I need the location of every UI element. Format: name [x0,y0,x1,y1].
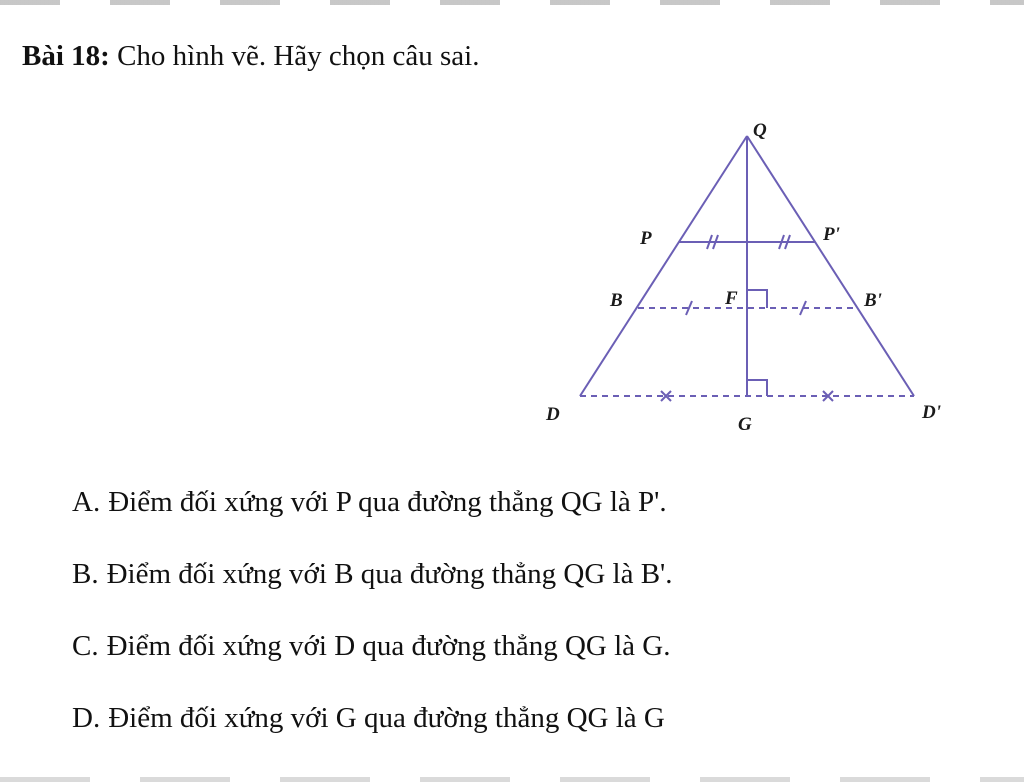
segment-QD-prime [747,136,914,396]
label-F: F [725,288,738,309]
geometry-figure [530,108,970,448]
option-c-text: Điểm đối xứng với D qua đường thẳng QG là G. [106,630,671,662]
label-D-prime: D' [922,402,941,423]
label-P-prime: P' [823,224,840,245]
label-P: P [640,228,652,249]
option-c-letter: C. [72,630,99,662]
option-a[interactable] [72,482,972,554]
label-B: B [610,290,623,311]
option-d-text: Điểm đối xứng với G qua đường thẳng QG là G [108,702,665,734]
question-number: Bài 18: [22,40,110,72]
option-d[interactable] [72,698,972,770]
question-heading [22,36,479,76]
segment-QD [580,136,747,396]
option-c[interactable] [72,626,972,698]
label-B-prime: B' [864,290,882,311]
option-a-text: Điểm đối xứng với P qua đường thẳng QG là P'. [108,486,667,518]
right-angle-mark-G [747,380,767,396]
option-a-letter: A. [72,486,101,518]
label-G: G [738,414,752,435]
question-text: Cho hình vẽ. Hãy chọn câu sai. [117,40,480,72]
label-D: D [546,404,560,425]
option-d-letter: D. [72,702,101,734]
answer-options [72,482,972,770]
geometry-diagram [530,108,970,448]
top-divider [0,0,1024,5]
option-b[interactable] [72,554,972,626]
label-Q: Q [753,120,767,141]
right-angle-mark-F [747,290,767,308]
option-b-letter: B. [72,558,99,590]
option-b-text: Điểm đối xứng với B qua đường thẳng QG là B'. [106,558,673,590]
bottom-divider [0,777,1024,782]
